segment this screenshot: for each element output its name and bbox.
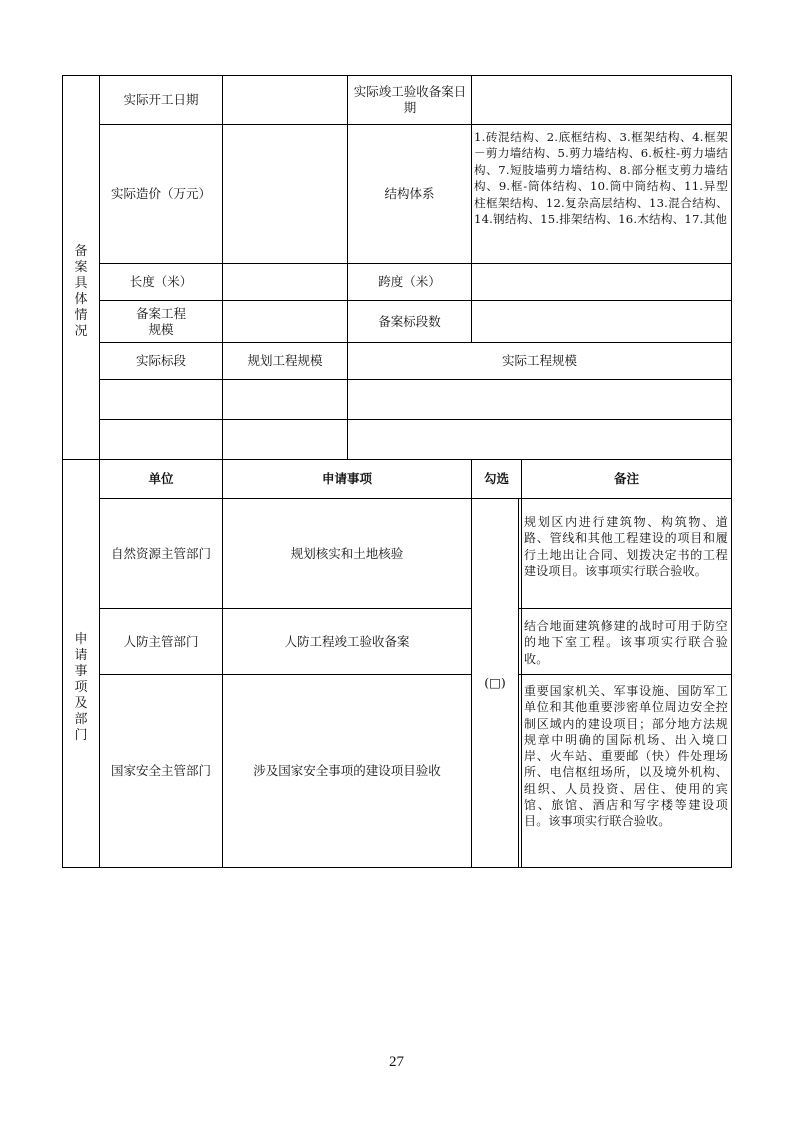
planned-scale-input-1[interactable] (223, 380, 347, 419)
header-unit: 单位 (148, 471, 174, 486)
planned-scale-label: 规划工程规模 (247, 353, 323, 368)
header-matter: 申请事项 (321, 471, 372, 486)
length-value[interactable] (223, 264, 347, 300)
length-label: 长度（米） (129, 274, 193, 289)
row-matter-civil-air-defense: 人防工程竣工验收备案 (284, 633, 410, 649)
row-unit-civil-air-defense: 人防主管部门 (123, 633, 199, 649)
header-remark: 备注 (613, 471, 639, 486)
actual-section-input-2[interactable] (100, 420, 222, 459)
planned-scale-input-2[interactable] (223, 420, 347, 459)
actual-completion-filing-date-value[interactable] (472, 76, 731, 124)
row-remark-national-security: 重要国家机关、军事设施、国防军工单位和其他重要涉密单位周边安全控制区域内的建设项目；部分地方法规规章中明确的国际机场、出入境口岸、火车站、重要邮（快）件处理场所、电信枢纽场所，以及境外机构、组织、人员投资、居住、使用的宾馆、旅馆、酒店和写字楼等建设项目。该事项实行联合验收。 (524, 684, 728, 829)
row-unit-national-security: 国家安全主管部门 (110, 763, 211, 778)
actual-scale-input-1[interactable] (348, 380, 731, 419)
filed-scale-value[interactable] (223, 301, 347, 342)
actual-start-date-label: 实际开工日期 (123, 92, 199, 107)
filed-section-count-label: 备案标段数 (378, 313, 441, 329)
row-remark-civil-air-defense: 结合地面建筑修建的战时可用于防空的地下室工程。该事项实行联合验收。 (524, 619, 728, 666)
actual-section-input-1[interactable] (100, 380, 222, 419)
structure-system-label: 结构体系 (384, 186, 435, 201)
row-unit-natural-resources: 自然资源主管部门 (110, 545, 211, 561)
row-matter-national-security: 涉及国家安全事项的建设项目验收 (253, 763, 441, 778)
actual-scale-label: 实际工程规模 (501, 353, 577, 368)
span-value[interactable] (472, 264, 731, 300)
actual-completion-filing-date-label: 实际竣工验收备案日期 (353, 84, 467, 115)
header-check: 勾选 (483, 471, 509, 486)
filed-section-count-value[interactable] (472, 301, 731, 342)
filing-section-label: 备案具体情况 (74, 244, 88, 339)
row-matter-planning-verification: 规划核实和土地核验 (290, 545, 404, 561)
row-remark-natural-resources: 规划区内进行建筑物、构筑物、道路、管线和其他工程建设的项目和履行土地出让合同、划拨决定书的工程建设项目。该事项实行联合验收。 (524, 515, 728, 578)
check-checkbox[interactable]: (□) (484, 675, 506, 690)
actual-section-label: 实际标段 (135, 353, 186, 368)
structure-options-text: 1.砖混结构、2.底框结构、3.框架结构、4.框架－剪力墙结构、5.剪力墙结构、6.板柱-剪力墙结构、7.短肢墙剪力墙结构、8.部分框支剪力墙结构、9.框-筒体结构、10.筒中筒结构、11.异型柱框架结构、12.复杂高层结构、13.混合结构、14.钢结构、15.排架结构、16.木结构、17.其他 (474, 130, 728, 227)
actual-scale-input-2[interactable] (348, 420, 731, 459)
span-label: 跨度（米） (378, 274, 441, 289)
actual-cost-value[interactable] (223, 125, 347, 263)
filed-scale-label: 备案工程规模 (135, 305, 186, 337)
actual-cost-label: 实际造价（万元） (110, 186, 211, 201)
application-section-label: 申请事项及部门 (74, 632, 88, 743)
page-number: 27 (389, 1054, 404, 1070)
actual-start-date-value[interactable] (223, 76, 347, 124)
